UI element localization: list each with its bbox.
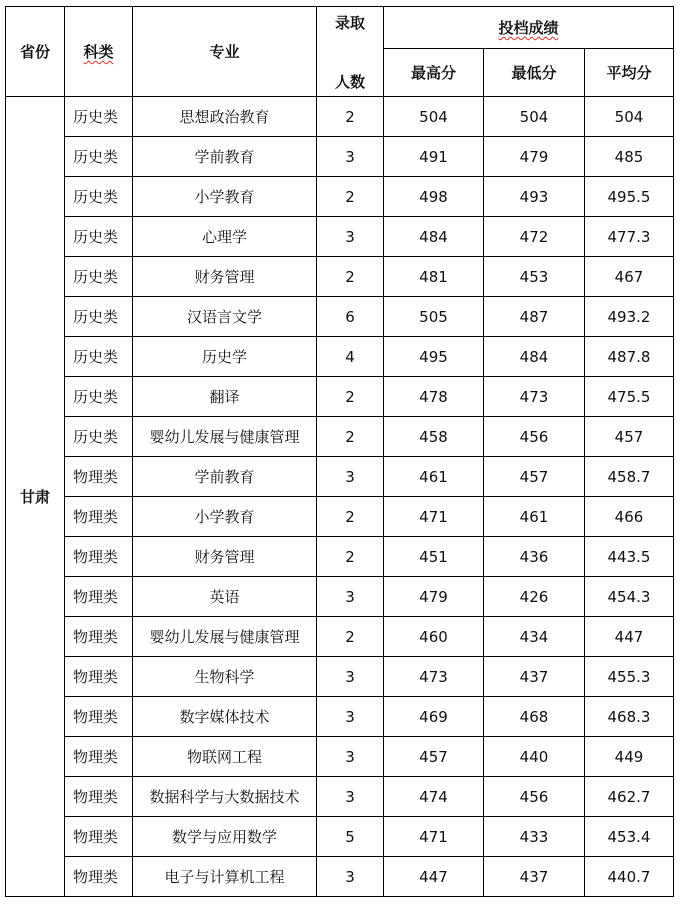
header-admitted-count (317, 7, 384, 97)
avg-score-cell: 462.7 (585, 777, 674, 817)
major-cell: 数据科学与大数据技术 (133, 777, 317, 817)
header-category-label: 科类 (83, 43, 114, 61)
avg-score-cell: 487.8 (585, 337, 674, 377)
major-cell: 英语 (133, 577, 317, 617)
min-score-cell: 456 (484, 417, 585, 457)
avg-score-cell: 495.5 (585, 177, 674, 217)
category-cell: 物理类 (65, 497, 133, 537)
admitted-count-cell: 5 (317, 817, 384, 857)
major-cell: 学前教育 (133, 457, 317, 497)
admitted-count-cell: 2 (317, 177, 384, 217)
min-score-cell: 479 (484, 137, 585, 177)
avg-score-cell: 453.4 (585, 817, 674, 857)
major-cell: 心理学 (133, 217, 317, 257)
avg-score-cell: 458.7 (585, 457, 674, 497)
table-row (6, 777, 674, 817)
table-row (6, 577, 674, 617)
max-score-cell: 474 (384, 777, 484, 817)
admitted-count-cell: 3 (317, 657, 384, 697)
header-min-score: 最低分 (484, 49, 585, 97)
header-admitted-line2: 人数 (334, 72, 365, 91)
max-score-cell: 498 (384, 177, 484, 217)
table-row (6, 297, 674, 337)
table-row (6, 257, 674, 297)
category-cell: 历史类 (65, 257, 133, 297)
category-cell: 物理类 (65, 697, 133, 737)
min-score-cell: 456 (484, 777, 585, 817)
avg-score-cell: 455.3 (585, 657, 674, 697)
category-cell: 物理类 (65, 777, 133, 817)
header-province: 省份 (6, 7, 65, 97)
avg-score-cell: 477.3 (585, 217, 674, 257)
min-score-cell: 453 (484, 257, 585, 297)
category-cell: 物理类 (65, 817, 133, 857)
max-score-cell: 504 (384, 97, 484, 137)
max-score-cell: 447 (384, 857, 484, 897)
table-row (6, 137, 674, 177)
category-cell: 历史类 (65, 417, 133, 457)
admitted-count-cell: 4 (317, 337, 384, 377)
admitted-count-cell: 3 (317, 857, 384, 897)
table-row (6, 617, 674, 657)
admitted-count-cell: 2 (317, 257, 384, 297)
admitted-count-cell: 3 (317, 577, 384, 617)
header-max-score: 最高分 (384, 49, 484, 97)
table-row (6, 457, 674, 497)
major-cell: 小学教育 (133, 497, 317, 537)
table-row (6, 417, 674, 457)
avg-score-cell: 466 (585, 497, 674, 537)
admitted-count-cell: 3 (317, 737, 384, 777)
category-cell: 历史类 (65, 377, 133, 417)
table-row (6, 377, 674, 417)
max-score-cell: 478 (384, 377, 484, 417)
admitted-count-cell: 3 (317, 457, 384, 497)
table-row (6, 497, 674, 537)
max-score-cell: 484 (384, 217, 484, 257)
major-cell: 小学教育 (133, 177, 317, 217)
admission-scores-table (5, 6, 674, 897)
table-body (6, 97, 674, 897)
admitted-count-cell: 3 (317, 697, 384, 737)
major-cell: 思想政治教育 (133, 97, 317, 137)
category-cell: 物理类 (65, 657, 133, 697)
min-score-cell: 440 (484, 737, 585, 777)
major-cell: 婴幼儿发展与健康管理 (133, 417, 317, 457)
max-score-cell: 469 (384, 697, 484, 737)
min-score-cell: 487 (484, 297, 585, 337)
admitted-count-cell: 2 (317, 97, 384, 137)
max-score-cell: 471 (384, 817, 484, 857)
table-row (6, 857, 674, 897)
min-score-cell: 468 (484, 697, 585, 737)
category-cell: 物理类 (65, 857, 133, 897)
table-row (6, 817, 674, 857)
avg-score-cell: 468.3 (585, 697, 674, 737)
avg-score-cell: 449 (585, 737, 674, 777)
header-score-group (384, 7, 674, 49)
table-row (6, 217, 674, 257)
avg-score-cell: 443.5 (585, 537, 674, 577)
category-cell: 物理类 (65, 457, 133, 497)
max-score-cell: 458 (384, 417, 484, 457)
major-cell: 财务管理 (133, 257, 317, 297)
table-row (6, 697, 674, 737)
header-score-group-label: 投档成绩 (498, 19, 559, 37)
min-score-cell: 504 (484, 97, 585, 137)
min-score-cell: 461 (484, 497, 585, 537)
table-row (6, 657, 674, 697)
avg-score-cell: 457 (585, 417, 674, 457)
major-cell: 汉语言文学 (133, 297, 317, 337)
table-row (6, 177, 674, 217)
max-score-cell: 460 (384, 617, 484, 657)
category-cell: 历史类 (65, 97, 133, 137)
major-cell: 历史学 (133, 337, 317, 377)
min-score-cell: 457 (484, 457, 585, 497)
major-cell: 数学与应用数学 (133, 817, 317, 857)
min-score-cell: 434 (484, 617, 585, 657)
category-cell: 历史类 (65, 337, 133, 377)
min-score-cell: 436 (484, 537, 585, 577)
avg-score-cell: 447 (585, 617, 674, 657)
category-cell: 物理类 (65, 577, 133, 617)
admitted-count-cell: 3 (317, 137, 384, 177)
major-cell: 生物科学 (133, 657, 317, 697)
admitted-count-cell: 2 (317, 417, 384, 457)
max-score-cell: 451 (384, 537, 484, 577)
major-cell: 电子与计算机工程 (133, 857, 317, 897)
major-cell: 数字媒体技术 (133, 697, 317, 737)
max-score-cell: 471 (384, 497, 484, 537)
admitted-count-cell: 6 (317, 297, 384, 337)
avg-score-cell: 493.2 (585, 297, 674, 337)
max-score-cell: 505 (384, 297, 484, 337)
table-row (6, 537, 674, 577)
admitted-count-cell: 3 (317, 217, 384, 257)
avg-score-cell: 475.5 (585, 377, 674, 417)
category-cell: 历史类 (65, 177, 133, 217)
max-score-cell: 481 (384, 257, 484, 297)
admitted-count-cell: 2 (317, 497, 384, 537)
category-cell: 历史类 (65, 217, 133, 257)
avg-score-cell: 454.3 (585, 577, 674, 617)
min-score-cell: 484 (484, 337, 585, 377)
min-score-cell: 493 (484, 177, 585, 217)
category-cell: 物理类 (65, 537, 133, 577)
major-cell: 翻译 (133, 377, 317, 417)
table-row (6, 737, 674, 777)
major-cell: 婴幼儿发展与健康管理 (133, 617, 317, 657)
header-avg-score: 平均分 (585, 49, 674, 97)
major-cell: 学前教育 (133, 137, 317, 177)
min-score-cell: 437 (484, 657, 585, 697)
header-major: 专业 (133, 7, 317, 97)
avg-score-cell: 504 (585, 97, 674, 137)
max-score-cell: 457 (384, 737, 484, 777)
min-score-cell: 437 (484, 857, 585, 897)
max-score-cell: 473 (384, 657, 484, 697)
avg-score-cell: 440.7 (585, 857, 674, 897)
table-row (6, 337, 674, 377)
min-score-cell: 473 (484, 377, 585, 417)
category-cell: 历史类 (65, 137, 133, 177)
header-admitted-line1: 录取 (334, 13, 365, 32)
max-score-cell: 495 (384, 337, 484, 377)
province-cell: 甘肃 (6, 97, 65, 897)
avg-score-cell: 485 (585, 137, 674, 177)
header-category (65, 7, 133, 97)
max-score-cell: 491 (384, 137, 484, 177)
category-cell: 物理类 (65, 737, 133, 777)
admitted-count-cell: 2 (317, 377, 384, 417)
max-score-cell: 461 (384, 457, 484, 497)
max-score-cell: 479 (384, 577, 484, 617)
min-score-cell: 433 (484, 817, 585, 857)
admitted-count-cell: 2 (317, 537, 384, 577)
category-cell: 物理类 (65, 617, 133, 657)
avg-score-cell: 467 (585, 257, 674, 297)
category-cell: 历史类 (65, 297, 133, 337)
major-cell: 财务管理 (133, 537, 317, 577)
min-score-cell: 472 (484, 217, 585, 257)
admitted-count-cell: 2 (317, 617, 384, 657)
table-row (6, 97, 674, 137)
admitted-count-cell: 3 (317, 777, 384, 817)
major-cell: 物联网工程 (133, 737, 317, 777)
min-score-cell: 426 (484, 577, 585, 617)
